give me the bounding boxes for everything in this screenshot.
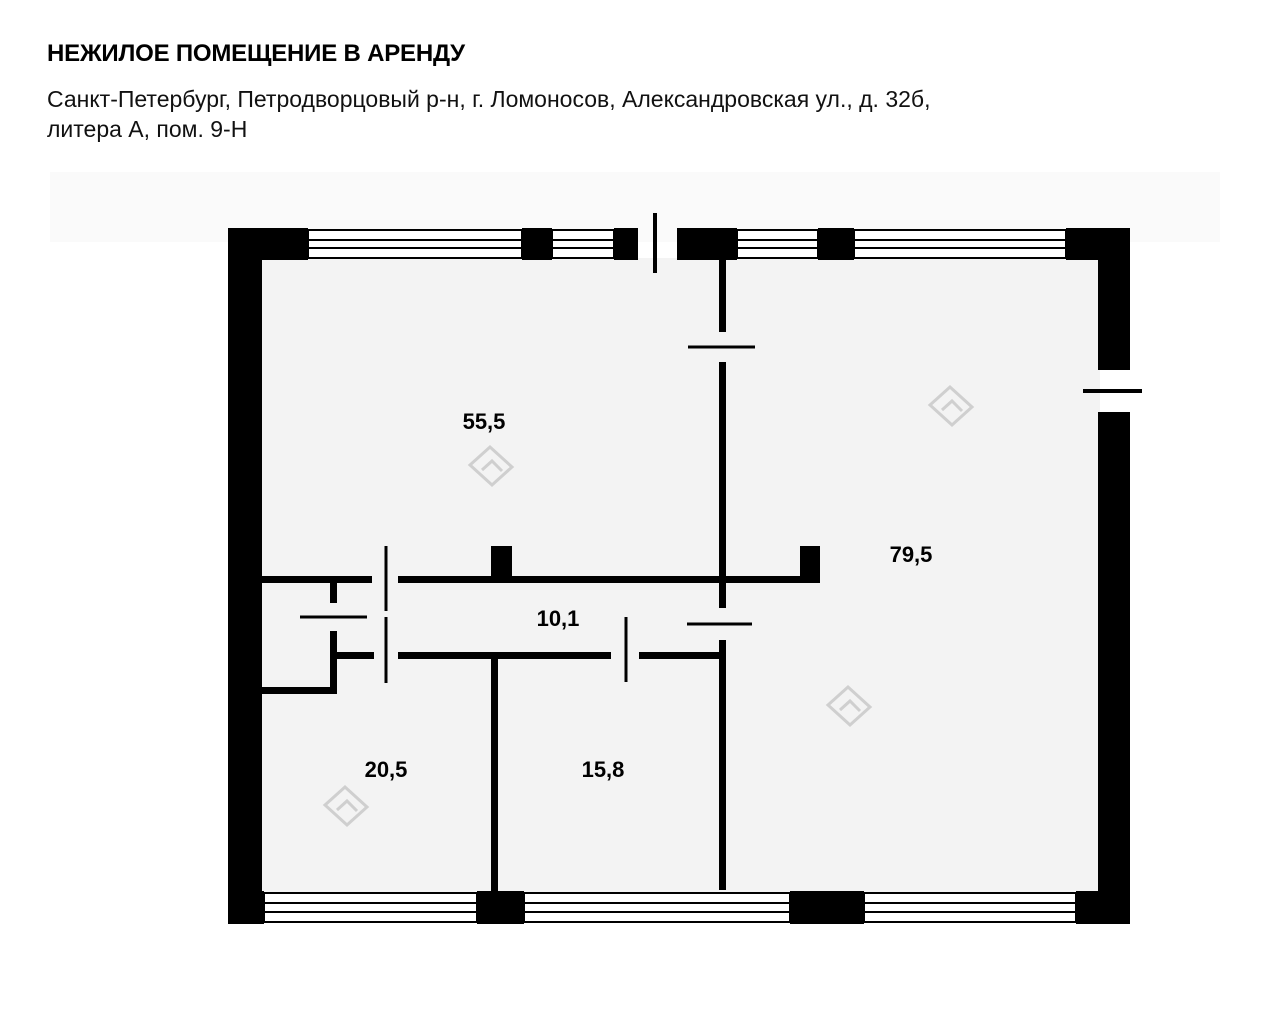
page-title: НЕЖИЛОЕ ПОМЕЩЕНИЕ В АРЕНДУ (47, 40, 465, 67)
room-area-label: 79,5 (889, 542, 933, 567)
window (552, 230, 614, 258)
room-area-label: 15,8 (581, 757, 625, 782)
room-area-label: 20,5 (364, 757, 408, 782)
window (264, 893, 477, 922)
room-area-label: 10,1 (536, 606, 580, 631)
wall-left (228, 228, 262, 924)
window (854, 230, 1066, 258)
wall-right-lower (1098, 412, 1130, 924)
address-line-2: литера А, пом. 9-Н (47, 116, 248, 142)
window (524, 893, 790, 922)
room-area-label: 55,5 (462, 409, 506, 434)
window (864, 893, 1076, 922)
window (308, 230, 522, 258)
address-line-1: Санкт-Петербург, Петродворцовый р-н, г. Ломоносов, Александровская ул., д. 32б, (47, 86, 931, 112)
window (737, 230, 818, 258)
